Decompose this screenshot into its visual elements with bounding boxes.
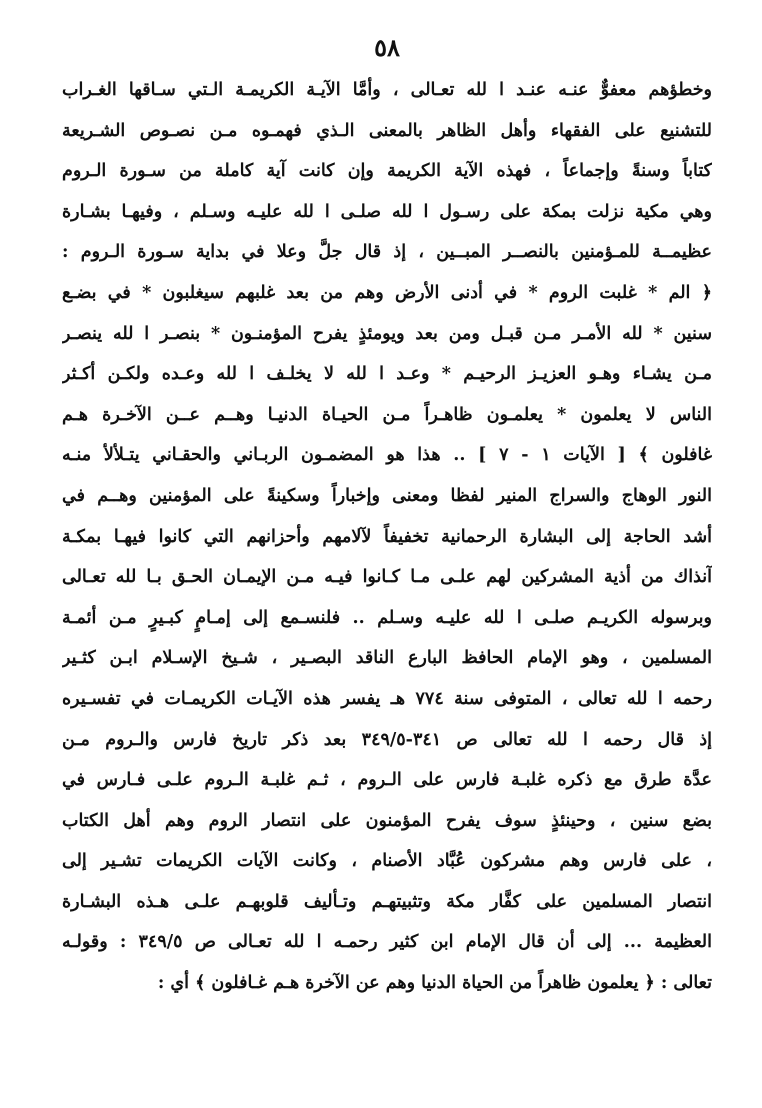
text-line: عظيمــة للمـؤمنين بالنصــر المبــين ، إذ قال جلَّ وعلا في بداية سـورة الـروم : <box>62 242 712 263</box>
text-line: أشد الحاجة إلى البشارة الرحمانية تخفيفاً لآلامهم وأحزانهم التي كانوا فيهـا بمكـة <box>62 526 712 547</box>
text-line: المسلمين ، وهو الإمام الحافظ البارع الناقد البصـير ، شـيخ الإسـلام ابـن كثـير <box>62 648 712 669</box>
text-line: غافلون ﴾ [ الآيات ١ - ٧ ] .. هذا هو المضمـون الربـاني والحقـاني يتـلألأ منـه <box>62 445 712 466</box>
text-line: كتاباً وسنةً وإجماعاً ، فهذه الآية الكريمة وإن كانت آية كاملة من سـورة الـروم <box>62 161 712 182</box>
text-line: وبرسوله الكريـم صلـى ا لله عليـه وسـلم .. فلنسـمع إلى إمـامٍ كبـيرٍ مـن أئمـة <box>62 607 712 628</box>
text-line: بضع سنين ، وحينئذٍ سوف يفرح المؤمنون على انتصار الروم وهم أهل الكتاب <box>62 810 712 831</box>
text-line: تعالى : ﴿ يعلمون ظاهراً من الحياة الدنيا وهم عن الآخرة هـم غـافلون ﴾ أي : <box>157 973 712 994</box>
text-line: سنين * لله الأمـر مـن قبـل ومن بعد ويومئذٍ يفرح المؤمنـون * بنصـر ا لله ينصـر <box>62 323 712 344</box>
text-line: الناس لا يعلمون * يعلمـون ظاهـراً مـن الحيـاة الدنيـا وهــم عــن الآخـرة هـم <box>62 404 712 425</box>
text-line: ﴿ الم * غلبت الروم * في أدنى الأرض وهم من بعد غلبهم سيغلبون * في بضـع <box>62 282 712 303</box>
text-line: وهي مكية نزلت بمكة على رسـول ا لله صلـى ا لله عليـه وسـلم ، وفيهـا بشـارة <box>62 201 712 222</box>
page-number: ٥٨ <box>374 33 400 62</box>
text-line: وخطؤهم معفوٌّ عنـه عنـد ا لله تعـالى ، وأمَّا الآيـة الكريمـة الـتي سـاقها الغـراب <box>62 80 712 100</box>
body-text <box>62 70 712 1004</box>
text-line: العظيمة ... إلى أن قال الإمام ابن كثير رحمـه ا لله تعـالى ص ٣٤٩/٥ : وقولـه <box>62 932 712 953</box>
text-line: انتصار المسلمين على كفَّار مكة وتثبيتهـم وتـأليف قلوبهـم علـى هـذه البشـارة <box>62 891 712 912</box>
text-line: مـن يشـاء وهـو العزيـز الرحيـم * وعـد ا لله لا يخلـف ا لله وعـده ولكـن أكـثر <box>62 364 712 385</box>
text-line: إذ قال رحمه ا لله تعالى ص ٣٤١-٣٤٩/٥ بعد ذكر تاريخ فارس والـروم مـن <box>62 729 712 750</box>
document-page <box>62 28 712 1078</box>
text-line: آنذاك من أذية المشركين لهم علـى مـا كـانوا فيـه مـن الإيمـان الحـق بـا لله تعـالى <box>62 567 712 588</box>
text-line: النور الوهاج والسراج المنير لفظا ومعنى وإخباراً وسكينةً على المؤمنين وهــم في <box>62 485 712 506</box>
text-line: للتشنيع على الفقهاء وأهل الظاهر بالمعنى الـذي فهمـوه مـن نصـوص الشـريعة <box>62 120 712 141</box>
text-line: رحمه ا لله تعالى ، المتوفى سنة ٧٧٤ هـ يفسر هذه الآيـات الكريمـات في تفسـيره <box>62 688 712 709</box>
text-line: عدَّة طرق مع ذكره غلبـة فارس على الـروم ، ثـم غلبـة الـروم علـى فـارس في <box>62 770 712 791</box>
text-line: ، على فارس وهم مشركون عُبَّاد الأصنام ، وكانت الآيات الكريمات تشـير إلى <box>62 851 712 872</box>
